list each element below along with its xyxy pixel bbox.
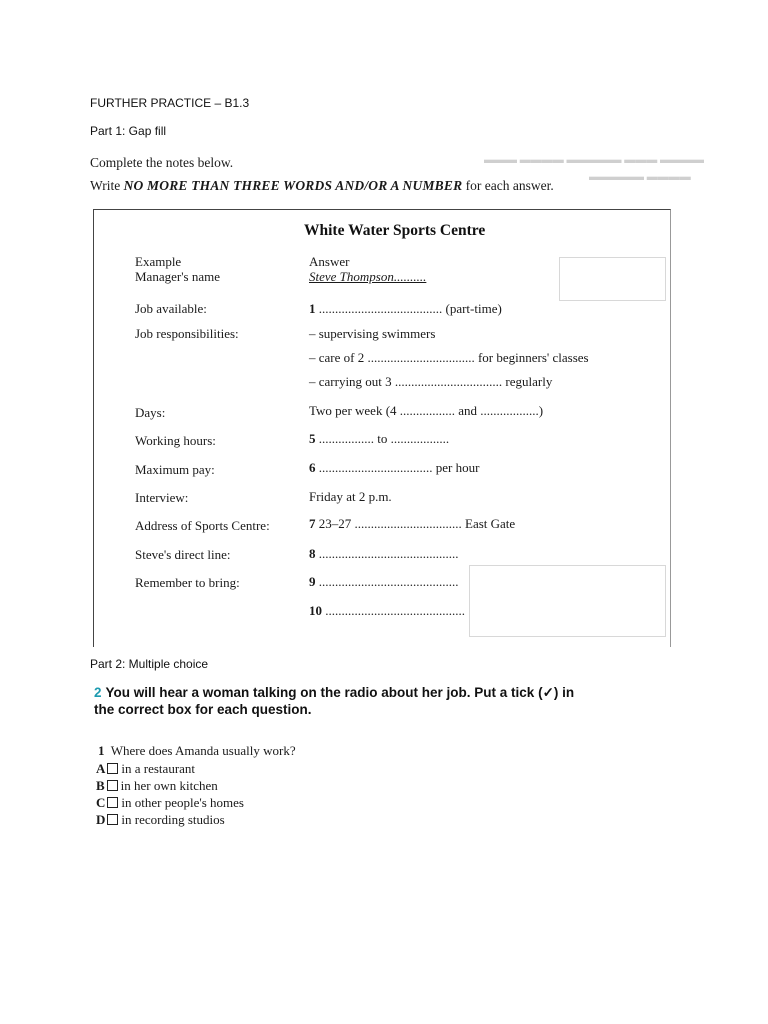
row-value: – supervising swimmers — [309, 326, 436, 341]
question: 1 Where does Amanda usually work? — [98, 743, 296, 758]
checkbox-icon[interactable] — [107, 814, 118, 825]
row-label: Working hours: — [135, 433, 216, 448]
example-answer-label: Answer — [309, 254, 350, 269]
bleed-through-text: ▬▬▬▬▬ ▬▬▬▬ — [589, 171, 691, 183]
option-c: C in other people's homes — [96, 795, 244, 810]
row-value: Friday at 2 p.m. — [309, 489, 392, 504]
row-label: Steve's direct line: — [135, 547, 231, 562]
example-label: Example — [135, 254, 182, 269]
notes-box — [93, 209, 671, 647]
row-value: 7 23–27 ................................. East Gate — [309, 516, 516, 531]
instruction-line-1: Complete the notes below. — [90, 155, 234, 170]
gap-fill-worksheet-image — [89, 147, 704, 644]
row-label: Maximum pay: — [135, 462, 215, 477]
checkbox-icon[interactable] — [107, 780, 118, 791]
checkbox-icon[interactable] — [107, 797, 118, 808]
option-d: D in recording studios — [96, 812, 225, 827]
part1-heading: Part 1: Gap fill — [90, 124, 167, 138]
row-value: – carrying out 3 ................................. regularly — [309, 374, 553, 389]
row-value: 9 ........................................... — [309, 574, 459, 589]
instruction-line-2: Write NO MORE THAN THREE WORDS AND/OR A NUMBER for each answer. — [90, 178, 554, 193]
document-title: FURTHER PRACTICE – B1.3 — [90, 96, 250, 110]
row-label: Days: — [135, 405, 166, 420]
row-value: 5 ................. to .................. — [309, 431, 450, 446]
row-value: Steve Thompson.......... — [309, 269, 427, 284]
row-value: 6 ................................... per hour — [309, 460, 480, 475]
exercise-number: 2 — [94, 685, 102, 700]
row-label: Remember to bring: — [135, 575, 240, 590]
row-value: 1 ...................................... (part-time) — [309, 301, 502, 316]
option-b: B in her own kitchen — [96, 778, 218, 793]
part2-heading: Part 2: Multiple choice — [90, 657, 209, 671]
row-label: Job available: — [135, 301, 207, 316]
row-value: – care of 2 ................................. for beginners' classes — [309, 350, 589, 365]
bleed-through-text: ▬▬▬ ▬▬▬▬ ▬▬▬▬▬ ▬▬▬ ▬▬▬▬ — [484, 154, 704, 166]
row-value: 10 ........................................... — [309, 603, 465, 618]
row-label: Address of Sports Centre: — [135, 518, 270, 533]
row-label: Manager's name — [135, 269, 221, 284]
option-a: A in a restaurant — [96, 761, 196, 776]
multiple-choice-worksheet-image — [94, 684, 594, 834]
checkbox-icon[interactable] — [107, 763, 118, 774]
row-label: Job responsibilities: — [135, 326, 239, 341]
exercise-instruction: 2 You will hear a woman talking on the radio about her job. Put a tick (✓) in the correct box for each question. — [94, 685, 575, 717]
row-value: 8 ........................................... — [309, 546, 459, 561]
row-value: Two per week (4 ................. and ..................) — [309, 403, 544, 418]
sheet-title: White Water Sports Centre — [304, 222, 486, 239]
row-label: Interview: — [135, 490, 189, 505]
